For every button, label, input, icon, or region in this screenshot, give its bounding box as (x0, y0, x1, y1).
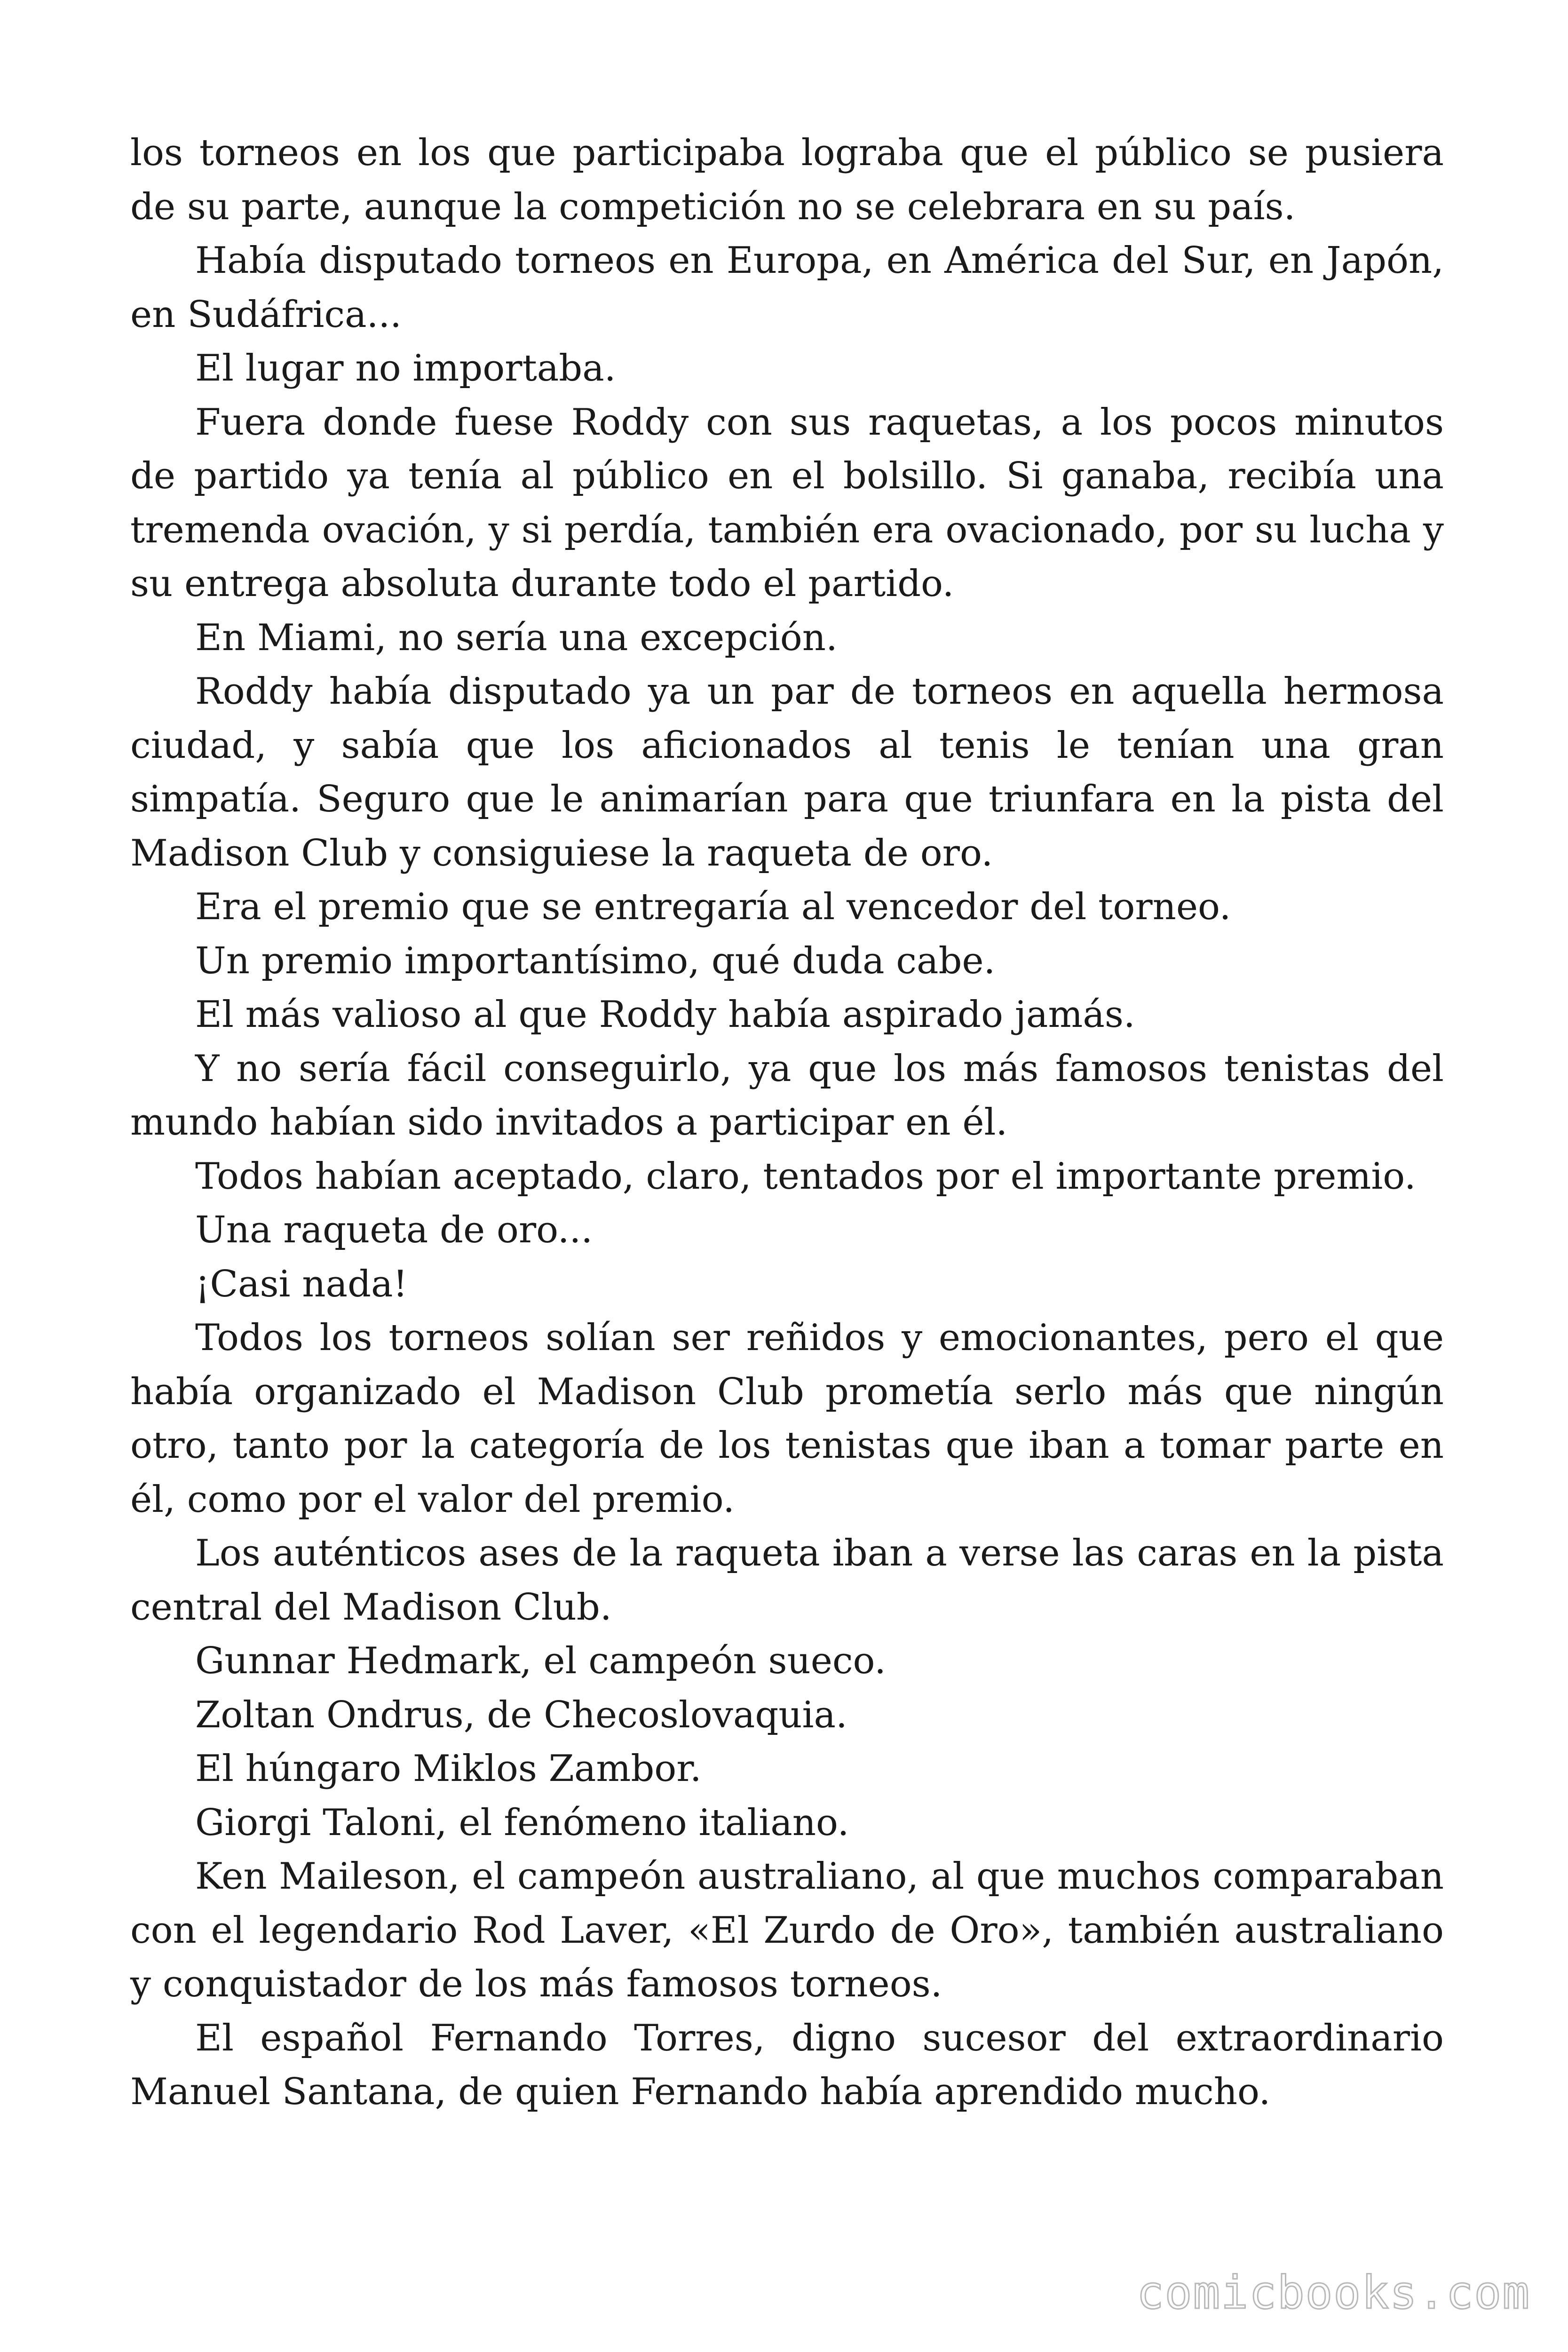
paragraph: Fuera donde fuese Roddy con sus raquetas, a los pocos minutos de partido ya tenía al público en el bolsillo. Si ganaba, recibía una tremenda ovación, y si perdía, también era ovacionado, por su lucha y su entrega absoluta durante todo el partido. (130, 401, 1444, 605)
paragraph: Todos habían aceptado, claro, tentados por el importante premio. (195, 1155, 1416, 1198)
paragraph: Ken Maileson, el campeón australiano, al que muchos comparaban con el legendario Rod Laver, «El Zurdo de Oro», también australiano y conquistador de los más famosos torneos. (130, 1855, 1444, 2005)
paragraph: Gunnar Hedmark, el campeón sueco. (195, 1640, 886, 1682)
paragraph: Un premio importantísimo, qué duda cabe. (195, 939, 996, 982)
paragraph: El húngaro Miklos Zambor. (195, 1748, 702, 1790)
watermark: comicbooks.com (1136, 2266, 1530, 2319)
paragraph: Roddy había disputado ya un par de torneos en aquella hermosa ciudad, y sabía que los aficionados al tenis le tenían una gran simpatía. Seguro que le animarían para que triunfara en la pista del Madison Club y consiguiese la raqueta de oro. (130, 670, 1444, 874)
book-page (130, 126, 1444, 2219)
paragraph: Giorgi Taloni, el fenómeno italiano. (195, 1801, 849, 1844)
paragraph: ¡Casi nada! (195, 1263, 408, 1305)
paragraph: En Miami, no sería una excepción. (195, 616, 838, 659)
paragraph: Y no sería fácil conseguirlo, ya que los más famosos tenistas del mundo habían sido invitados a participar en él. (130, 1047, 1444, 1144)
paragraph: Los auténticos ases de la raqueta iban a verse las caras en la pista central del Madison Club. (130, 1532, 1444, 1629)
paragraph: Una raqueta de oro... (195, 1209, 593, 1251)
paragraph: El español Fernando Torres, digno sucesor del extraordinario Manuel Santana, de quien Fernando había aprendido mucho. (130, 2017, 1444, 2113)
paragraph: los torneos en los que participaba lograba que el público se pusiera de su parte, aunque la competición no se celebrara en su país. (130, 132, 1444, 228)
paragraph: El lugar no importaba. (195, 347, 616, 389)
paragraph: Había disputado torneos en Europa, en América del Sur, en Japón, en Sudáfrica... (130, 239, 1444, 336)
paragraph: Zoltan Ondrus, de Checoslovaquia. (195, 1693, 847, 1736)
paragraph: El más valioso al que Roddy había aspirado jamás. (195, 993, 1135, 1036)
paragraph: Todos los torneos solían ser reñidos y emocionantes, pero el que había organizado el Madison Club prometía serlo más que ningún otro, tanto por la categoría de los tenistas que iban a tomar parte en él, como por el valor del premio. (130, 1317, 1444, 1521)
body-text (130, 126, 1444, 2119)
paragraph: Era el premio que se entregaría al vencedor del torneo. (195, 886, 1231, 928)
